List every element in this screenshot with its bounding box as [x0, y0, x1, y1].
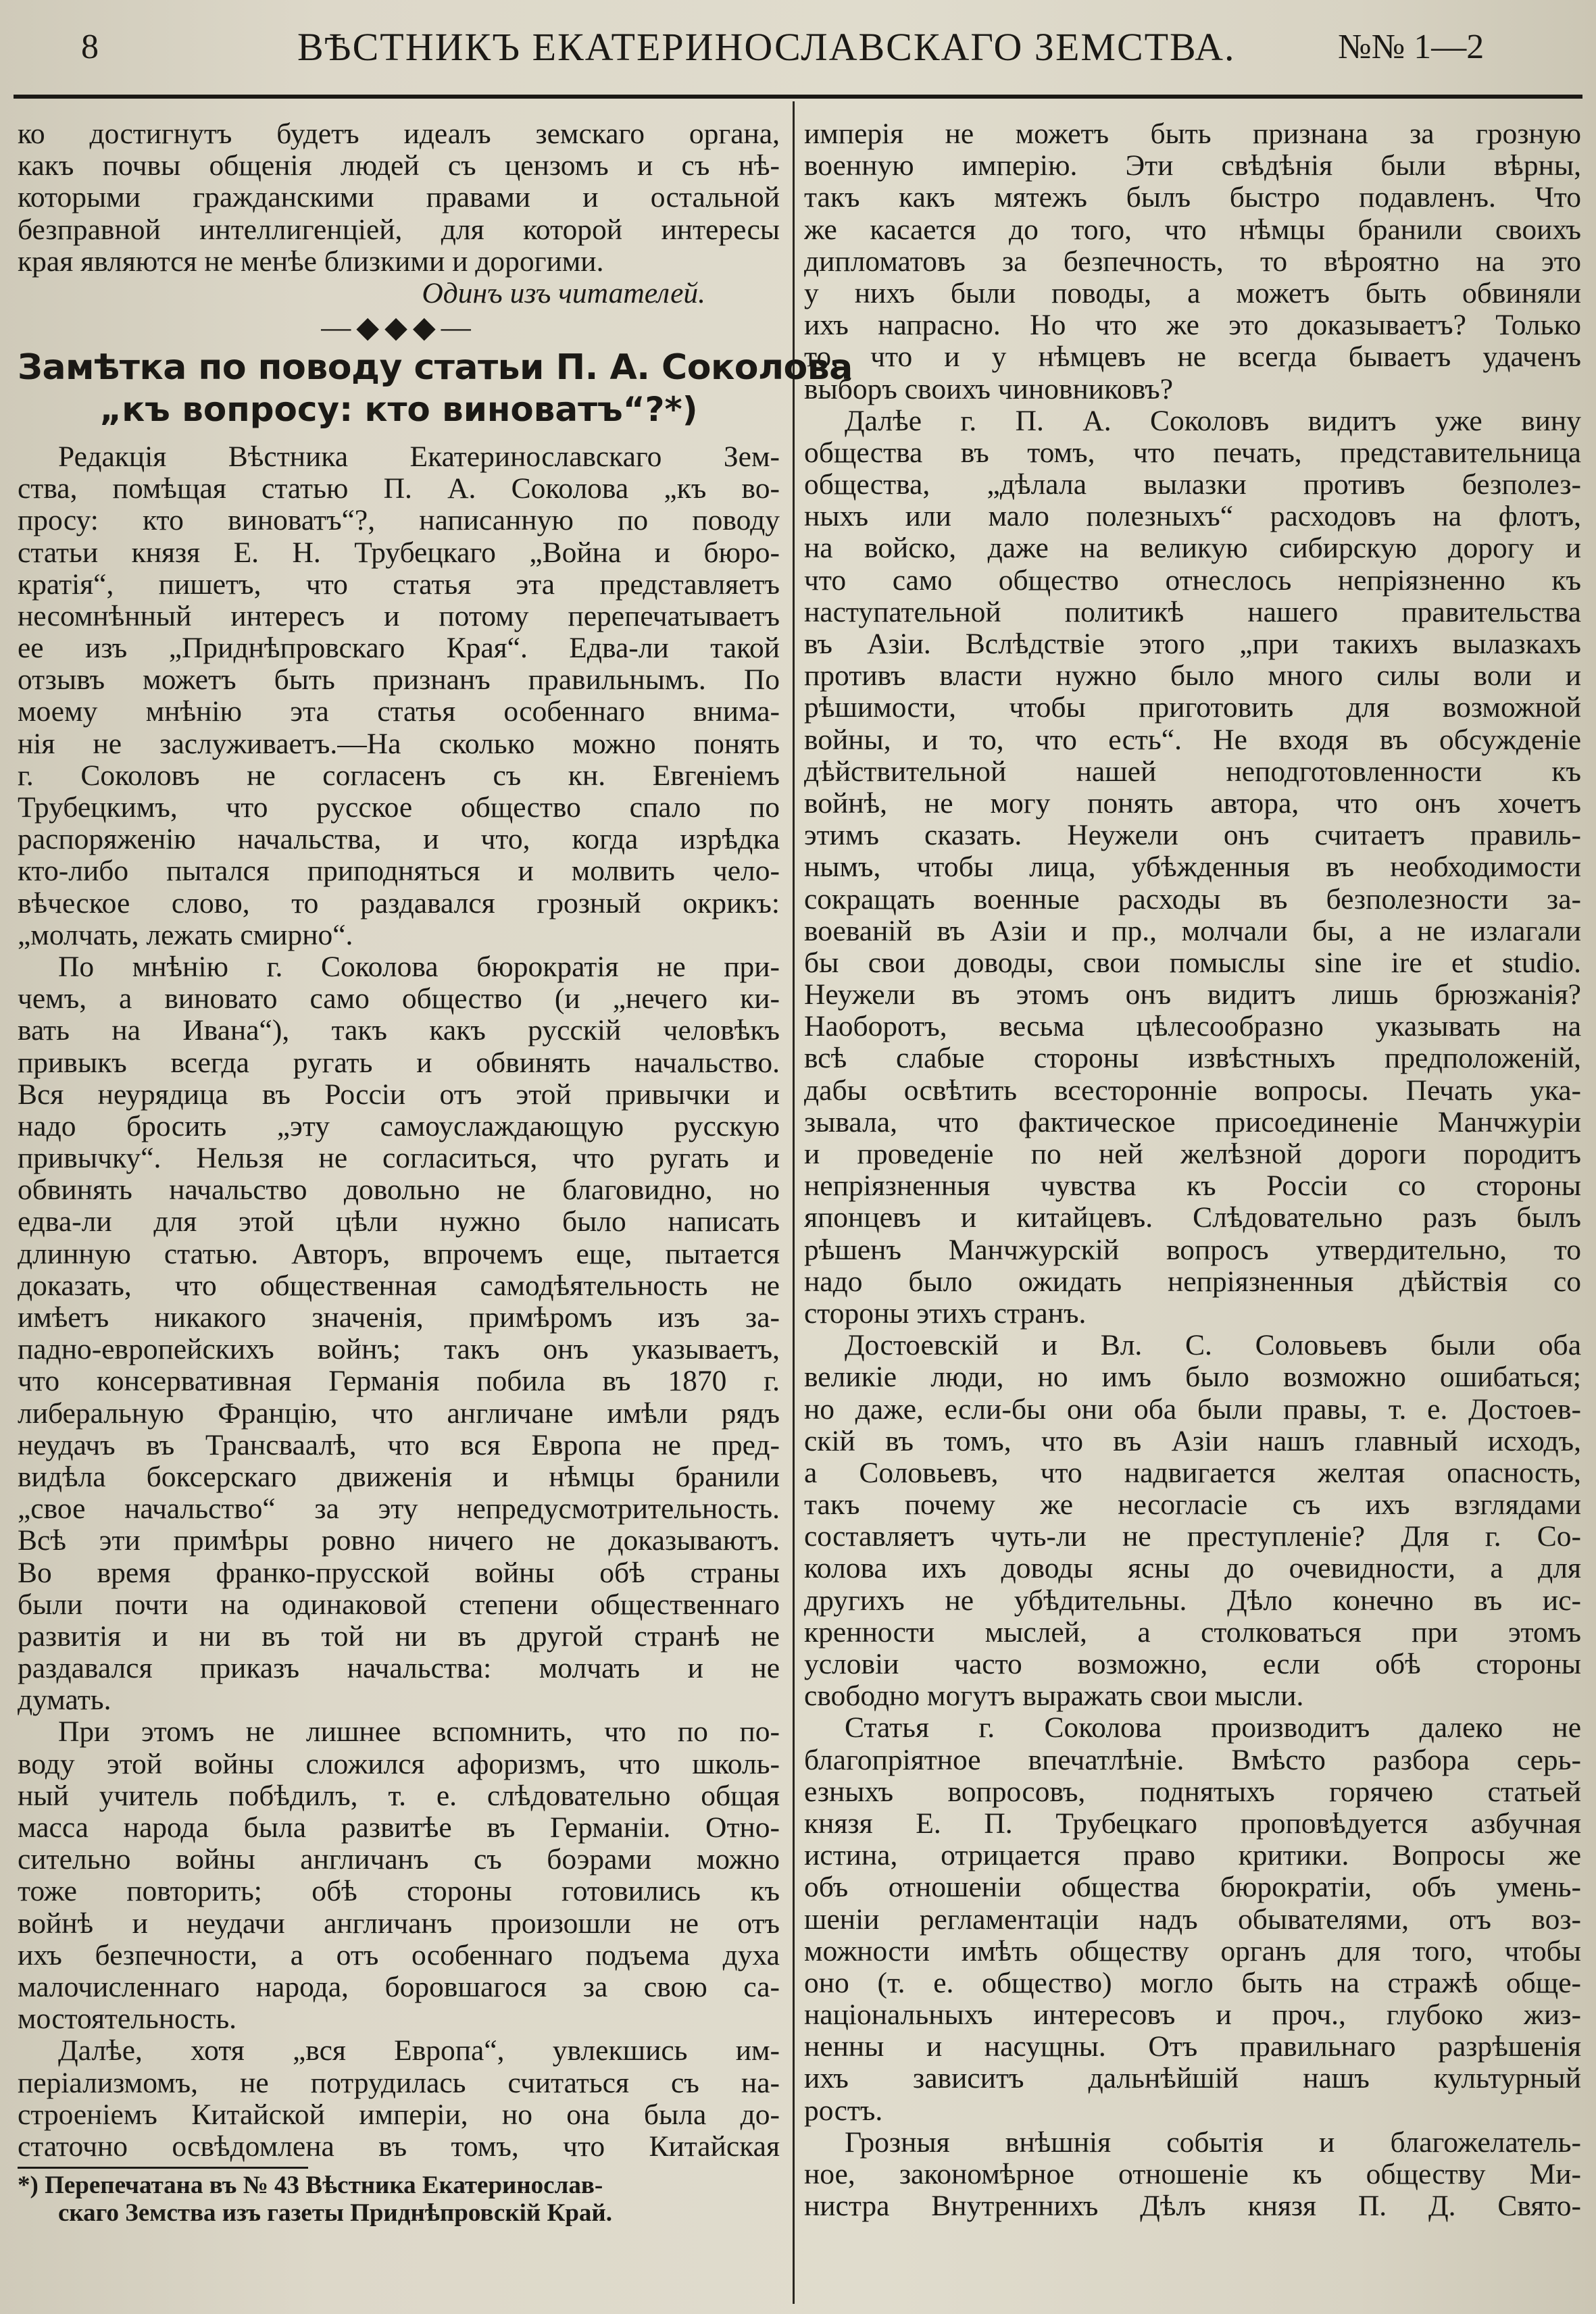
text-line: общества въ томъ, что печать, представительница [804, 436, 1581, 469]
text-line: ненны и насущны. Отъ правильнаго разрѣшенія [804, 2031, 1581, 2063]
text-line: національныхъ интересовъ и проч., глубоко жиз- [804, 1999, 1581, 2032]
text-line: „молчать, лежать смирно“. [18, 919, 353, 951]
text-line: несомнѣнный интересъ и потому перепечатываетъ [18, 600, 780, 632]
text-line: такъ почему же несогласіе съ ихъ взглядами [804, 1489, 1581, 1521]
text-line: всѣ слабые стороны извѣстныхъ предположеній, [804, 1042, 1581, 1075]
text-line: что само общество отнеслось непріязненно къ [804, 564, 1581, 597]
text-line: непріязненныя чувства къ Россіи со стороны [804, 1170, 1581, 1203]
text-line: войнѣ и неудачи англичанъ произошли не отъ [18, 1907, 780, 1940]
article-subtitle: „къ вопросу: кто виноватъ“?*) [99, 389, 698, 429]
text-line: военную имперію. Эти свѣдѣнія были вѣрны, [804, 150, 1581, 182]
text-line: отзывъ можетъ быть признанъ правильнымъ. По [18, 664, 780, 697]
text-line: видѣла боксерскаго движенія и нѣмцы бранили [18, 1461, 780, 1493]
column-divider [793, 101, 795, 2304]
text-line: падно-европейскихъ войнъ; такъ онъ указываетъ, [18, 1334, 780, 1366]
text-line: сительно войны англичанъ съ боэрами можно [18, 1844, 780, 1876]
text-line: свободно могутъ выражать свои мысли. [804, 1680, 1304, 1713]
text-line: мостоятельность. [18, 2003, 237, 2036]
text-line: ства, помѣщая статью П. А. Соколова „къ во- [18, 473, 780, 505]
text-line: По мнѣнію г. Соколова бюрократія не при- [58, 951, 780, 983]
text-line: имперія не можетъ быть признана за грозную [804, 118, 1581, 150]
text-line: нія не заслуживаетъ.—На сколько можно понять [18, 728, 780, 760]
page-number: 8 [81, 28, 99, 66]
text-line: малочисленнаго народа, боровшагося за свою са- [18, 1971, 780, 2003]
text-line: воду этой войны сложился афоризмъ, что школь- [18, 1748, 780, 1780]
text-line: великіе люди, но имъ было возможно ошибаться; [804, 1361, 1581, 1394]
text-line: нистра Внутреннихъ Дѣлъ князя П. Д. Свято- [804, 2190, 1581, 2223]
text-line: благопріятное впечатлѣніе. Вмѣсто разбора серь- [804, 1744, 1581, 1776]
text-line: Далѣе г. П. А. Соколовъ видитъ уже вину [845, 405, 1581, 437]
text-line: на войско, даже на великую сибирскую дорогу и [804, 532, 1581, 565]
footnote-line: *) Перепечатана въ № 43 Вѣстника Екатеринослав- [18, 2171, 603, 2200]
text-line: привыкъ всегда ругать и обвинять начальство. [18, 1047, 780, 1079]
text-line: раздавался приказъ начальства: молчать и не [18, 1653, 780, 1685]
article-title: Замѣтка по поводу статьи П. А. Соколова [18, 347, 853, 388]
text-line: просу: кто виноватъ“?, написанную по поводу [18, 505, 780, 537]
text-line: рѣшенъ Манчжурскій вопросъ утвердительно, то [804, 1234, 1581, 1266]
text-line: длинную статью. Авторъ, впрочемъ еще, пытается [18, 1238, 780, 1270]
page-header [0, 20, 1596, 74]
text-line: моему мнѣнію эта статья особеннаго внима- [18, 696, 780, 728]
text-line: скій въ томъ, что въ Азіи нашъ главный исходъ, [804, 1425, 1581, 1457]
text-line: распоряженію начальства, и что, когда изрѣдка [18, 824, 780, 856]
text-line: неудачъ въ Трансваалѣ, что вся Европа не пред- [18, 1429, 780, 1461]
text-line: а Соловьевъ, что надвигается желтая опасность, [804, 1457, 1581, 1489]
text-line: чемъ, а виновато само общество (и „нечего ки- [18, 983, 780, 1015]
text-line: ростъ. [804, 2094, 883, 2127]
text-line: Всѣ эти примѣры ровно ничего не доказываютъ. [18, 1525, 780, 1557]
text-line: развитія и ни въ той ни въ другой странѣ не [18, 1620, 780, 1653]
text-line: езныхъ вопросовъ, поднятыхъ горячею статьей [804, 1776, 1581, 1808]
text-line: истина, отрицается право критики. Вопросы же [804, 1840, 1581, 1872]
text-line: надо бросить „эту самоуслаждающую русскую [18, 1110, 780, 1142]
text-line: ныхъ или мало полезныхъ“ расходовъ на флотъ, [804, 501, 1581, 533]
text-line: періализмомъ, не потрудилась считаться съ на- [18, 2067, 780, 2099]
text-line: Далѣе, хотя „вся Европа“, увлекшись им- [58, 2035, 780, 2067]
text-line: ный учитель побѣдилъ, т. е. слѣдовательно общая [18, 1780, 780, 1812]
text-line: условіи часто возможно, если обѣ стороны [804, 1649, 1581, 1680]
text-line: общества, „дѣлала вылазки противъ безполез- [804, 469, 1581, 501]
text-line: можности имѣть обществу органъ для того, чтобы [804, 1935, 1581, 1967]
footnote-rule [18, 2167, 308, 2169]
text-line: князя Е. П. Трубецкаго проповѣдуется азбучная [804, 1807, 1581, 1840]
text-line: оно (т. е. общество) могло быть на стражѣ обще- [804, 1967, 1581, 1999]
footnote-line: скаго Земства изъ газеты Приднѣпровскій Край. [58, 2199, 612, 2228]
text-line: обвинять начальство довольно не благовидно, но [18, 1174, 780, 1207]
text-line: дабы освѣтить всесторонніе вопросы. Печать ука- [804, 1074, 1581, 1107]
text-line: Редакція Вѣстника Екатеринославскаго Зем- [58, 441, 780, 473]
text-line: Грозныя внѣшнія событія и благожелатель- [845, 2126, 1581, 2159]
text-line: „свое начальство“ за эту непредусмотрительность. [18, 1493, 780, 1526]
text-line: имѣетъ никакого значенія, примѣромъ изъ за- [18, 1302, 780, 1334]
text-line: противъ власти нужно было много силы воли и [804, 660, 1581, 693]
text-line: у нихъ были поводы, а можетъ быть обвиняли [804, 277, 1581, 309]
text-line: Во время франко-прусской войны обѣ страны [18, 1557, 780, 1589]
journal-title: ВѢСТНИКЪ ЕКАТЕРИНОСЛАВСКАГО ЗЕМСТВА. [297, 25, 1236, 69]
text-line: но даже, если-бы они оба были правы, т. е. Достоев- [804, 1393, 1581, 1426]
text-line: надо было ожидать непріязненныя дѣйствія со [804, 1265, 1581, 1298]
text-line: ихъ напрасно. Но что же это доказываетъ? Только [804, 309, 1581, 342]
text-line: сокращать военные расходы въ безполезности за- [804, 883, 1581, 915]
text-line: Статья г. Соколова производитъ далеко не [845, 1712, 1581, 1744]
text-line: Трубецкимъ, что русское общество спало по [18, 792, 780, 824]
text-line: ко достигнутъ будетъ идеалъ земскаго органа, [18, 118, 780, 150]
intro-paragraph [18, 118, 780, 278]
text-line: вать на Ивана“), такъ какъ русскій человѣкъ [18, 1015, 780, 1047]
header-rule [14, 95, 1582, 99]
text-line: какъ почвы общенія людей съ цензомъ и съ нѣ- [18, 150, 780, 182]
footnote [18, 2171, 780, 2227]
text-line: кто-либо пытался приподняться и молвить чело- [18, 855, 780, 888]
text-line: дипломатовъ за безпечность, то вѣроятно на это [804, 245, 1581, 278]
issue-number: №№ 1—2 [1338, 28, 1485, 66]
signature: Одинъ изъ читателей. [422, 276, 705, 309]
text-line: безправной интеллигенціей, для которой интересы [18, 213, 780, 246]
text-line: статьи князя Е. Н. Трубецкаго „Война и бюро- [18, 536, 780, 569]
text-line: кратія“, пишетъ, что статья эта представляетъ [18, 568, 780, 601]
text-line: были почти на одинаковой степени общественнаго [18, 1588, 780, 1621]
text-line: статочно освѣдомлена въ томъ, что Китайская [18, 2130, 780, 2163]
text-line: объ отношеніи общества бюрократіи, объ умень- [804, 1871, 1581, 1904]
text-line: войнѣ, не могу понять автора, что онъ хочетъ [804, 787, 1581, 820]
text-line: При этомъ не лишнее вспомнить, что по по- [58, 1716, 780, 1749]
text-line: доказать, что общественная самодѣятельность не [18, 1269, 780, 1302]
text-line: бы свои доводы, свои помыслы sine ire et studio. [804, 947, 1581, 979]
article-body [18, 441, 780, 2163]
text-line: этимъ сказать. Неужели онъ считаетъ правиль- [804, 820, 1581, 852]
text-line: ихъ безпечности, а отъ особеннаго подъема духа [18, 1939, 780, 1971]
text-line: края являются не менѣе близкими и дорогими. [18, 245, 604, 278]
text-line: такъ какъ мятежъ былъ быстро подавленъ. Что [804, 182, 1581, 214]
text-line: зывала, что фактическое присоединеніе Манчжуріи [804, 1106, 1581, 1138]
text-line: другихъ не убѣдительны. Дѣло конечно въ ис- [804, 1584, 1581, 1617]
right-column [804, 118, 1581, 2222]
text-line: вѣческое слово, то раздавался грозный окрикъ: [18, 887, 780, 920]
text-line: составляетъ чуть-ли не преступленіе? Для г. Со- [804, 1521, 1581, 1553]
text-line: въ Азіи. Вслѣдствіе этого „при такихъ вылазкахъ [804, 628, 1581, 660]
text-line: войны, и то, что есть“. Не входя въ обсужденіе [804, 724, 1581, 756]
text-line: едва-ли для этой цѣли нужно было написать [18, 1206, 780, 1238]
text-line: Достоевскій и Вл. С. Соловьевъ были оба [845, 1330, 1581, 1362]
text-line: Неужели въ этомъ онъ видитъ лишь брюзжанія? [804, 979, 1581, 1011]
text-line: г. Соколовъ не согласенъ съ кн. Евгеніемъ [18, 759, 780, 792]
text-line: и проведеніе по ней желѣзной дороги породитъ [804, 1138, 1581, 1170]
text-line: то, что и у нѣмцевъ не всегда бываетъ удаченъ [804, 341, 1581, 374]
text-line: рѣшимости, чтобы приготовить для возможной [804, 692, 1581, 724]
text-line: думать. [18, 1684, 111, 1717]
text-line: ихъ зависитъ дальнѣйшій нашъ культурный [804, 2063, 1581, 2095]
text-line: Наоборотъ, весьма цѣлесообразно указывать на [804, 1011, 1581, 1043]
text-line: которыми гражданскими правами и остальной [18, 182, 780, 214]
text-line: что консервативная Германія побила въ 1870 г. [18, 1365, 780, 1398]
text-line: воеваній въ Азіи и пр., молчали бы, а не излагали [804, 915, 1581, 947]
text-line: либеральную Францію, что англичане имѣли рядъ [18, 1397, 780, 1430]
text-line: нымъ, чтобы лица, убѣжденныя въ необходимости [804, 851, 1581, 884]
text-line: масса народа была развитѣе въ Германіи. Отно- [18, 1812, 780, 1844]
text-line: японцевъ и китайцевъ. Слѣдовательно разъ былъ [804, 1202, 1581, 1234]
text-line: строеніемъ Китайской имперіи, но она была до- [18, 2098, 780, 2131]
text-line: же касается до того, что нѣмцы бранили своихъ [804, 213, 1581, 246]
text-line: кренности мыслей, а столковаться при этомъ [804, 1616, 1581, 1649]
text-line: дѣйствительной нашей неподготовленности къ [804, 755, 1581, 788]
article-continuation [804, 118, 1581, 2222]
text-line: шеніи регламентаціи надъ обывателями, отъ воз- [804, 1903, 1581, 1936]
text-line: ее изъ „Приднѣпровскаго Края“. Едва-ли такой [18, 632, 780, 665]
text-line: тоже повторить; обѣ стороны готовились къ [18, 1876, 780, 1908]
text-line: ное, закономѣрное отношеніе къ обществу Ми- [804, 2159, 1581, 2190]
text-line: выборъ своихъ чиновниковъ? [804, 373, 1174, 405]
ornament-divider: —◆◆◆— [321, 310, 476, 344]
text-line: наступательной политикѣ нашего правительства [804, 596, 1581, 628]
text-line: стороны этихъ странъ. [804, 1297, 1087, 1330]
text-line: привычку“. Нельзя не согласиться, что ругать и [18, 1142, 780, 1175]
text-line: колова ихъ доводы ясны до очевидности, а для [804, 1553, 1581, 1585]
text-line: Вся неурядица въ Россіи отъ этой привычки и [18, 1078, 780, 1111]
